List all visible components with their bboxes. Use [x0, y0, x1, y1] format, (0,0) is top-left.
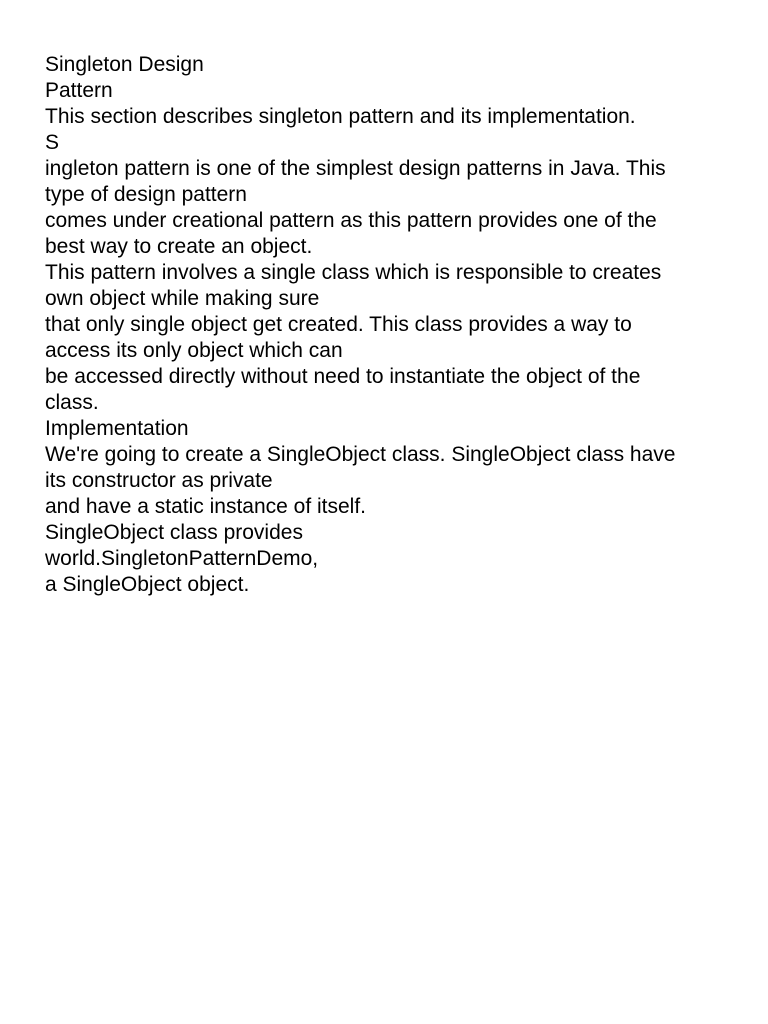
- body-line: S: [45, 131, 60, 154]
- body-line: SingleObject class provides: [45, 521, 303, 544]
- body-line: We're going to create a SingleObject class. SingleObject class have: [45, 443, 676, 466]
- body-line: access its only object which can: [45, 339, 343, 362]
- body-line: its constructor as private: [45, 469, 273, 492]
- body-line: This pattern involves a single class which is responsible to creates: [45, 261, 662, 284]
- body-line: comes under creational pattern as this pattern provides one of the: [45, 209, 657, 232]
- body-line: ingleton pattern is one of the simplest design patterns in Java. This: [45, 157, 666, 180]
- body-line: own object while making sure: [45, 287, 320, 310]
- body-line: and have a static instance of itself.: [45, 495, 367, 518]
- body-line: best way to create an object.: [45, 235, 313, 258]
- section-heading: Implementation: [45, 417, 189, 440]
- intro-line: This section describes singleton pattern and its implementation.: [45, 105, 636, 128]
- body-line: a SingleObject object.: [45, 573, 250, 596]
- body-line: class.: [45, 391, 99, 414]
- body-line: that only single object get created. This class provides a way to: [45, 313, 632, 336]
- title-line-2: Pattern: [45, 79, 113, 102]
- title-line-1: Singleton Design: [45, 53, 204, 76]
- document-text: [45, 52, 735, 598]
- body-line: type of design pattern: [45, 183, 247, 206]
- body-line: world.SingletonPatternDemo,: [45, 547, 319, 570]
- body-line: be accessed directly without need to instantiate the object of the: [45, 365, 641, 388]
